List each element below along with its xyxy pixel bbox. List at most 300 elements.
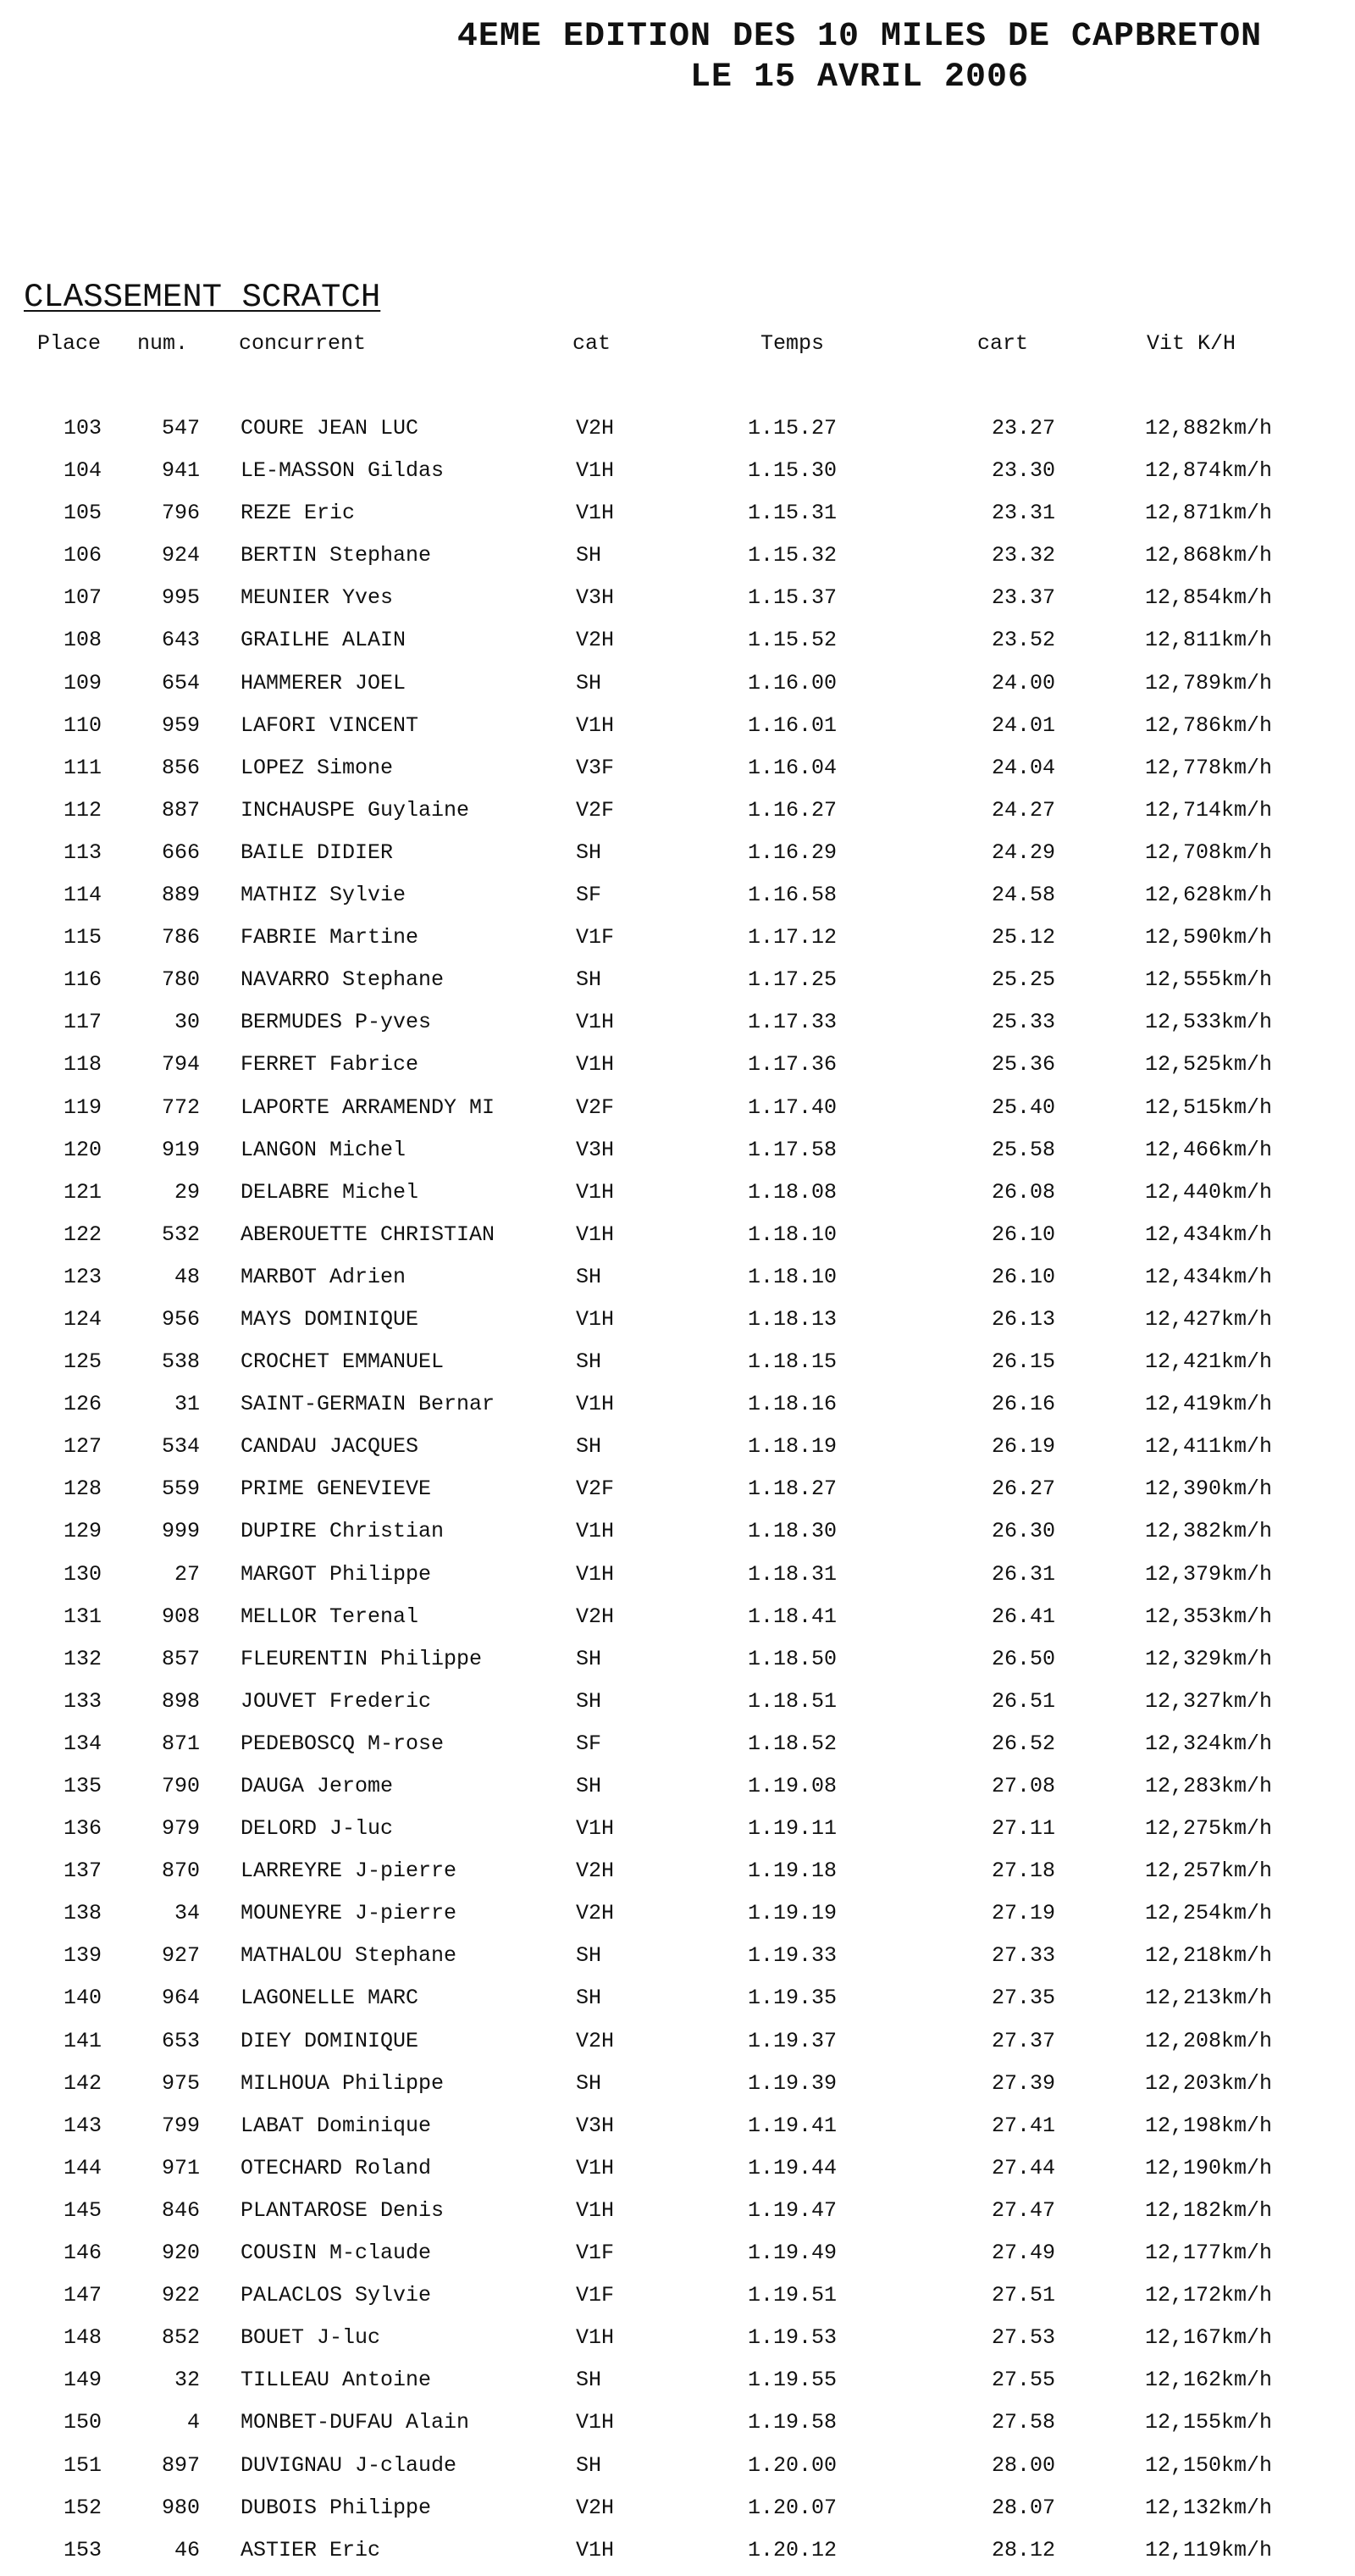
cell-concurrent: MEUNIER Yves xyxy=(241,585,394,611)
cell-num: 796 xyxy=(161,501,200,526)
table-row xyxy=(0,963,1355,1005)
table-row xyxy=(0,2109,1355,2152)
cell-num: 772 xyxy=(161,1094,200,1120)
cell-place: 108 xyxy=(63,628,102,653)
cell-vit: 12,203km/h xyxy=(1144,2070,1272,2096)
cell-cart: 26.08 xyxy=(991,1179,1055,1205)
cell-num: 922 xyxy=(161,2283,200,2308)
cell-vit: 12,789km/h xyxy=(1144,670,1272,695)
cell-temps: 1.16.29 xyxy=(747,839,837,865)
cell-place: 121 xyxy=(63,1179,102,1205)
cell-vit: 12,440km/h xyxy=(1144,1179,1272,1205)
cell-place: 134 xyxy=(63,1731,102,1756)
cell-num: 919 xyxy=(161,1137,200,1162)
cell-cat: V1H xyxy=(576,2197,615,2223)
cell-temps: 1.20.12 xyxy=(747,2537,837,2562)
cell-temps: 1.16.58 xyxy=(747,883,837,908)
cell-place: 105 xyxy=(63,501,102,526)
cell-temps: 1.19.08 xyxy=(747,1774,837,1798)
cell-concurrent: MATHALOU Stephane xyxy=(241,1943,457,1969)
cell-place: 142 xyxy=(63,2070,102,2096)
cell-cat: SH xyxy=(576,670,602,695)
cell-cart: 25.40 xyxy=(991,1094,1055,1120)
cell-concurrent: PRIME GENEVIEVE xyxy=(241,1476,432,1502)
cell-cat: V1H xyxy=(576,501,615,526)
cell-vit: 12,379km/h xyxy=(1144,1561,1272,1587)
cell-cat: SH xyxy=(576,1986,602,2011)
table-row xyxy=(0,1685,1355,1727)
table-row xyxy=(0,412,1355,454)
cell-vit: 12,411km/h xyxy=(1144,1434,1272,1460)
cell-cart: 25.33 xyxy=(991,1010,1055,1035)
cell-concurrent: MONBET-DUFAU Alain xyxy=(241,2410,470,2435)
cell-cart: 28.12 xyxy=(991,2537,1055,2562)
cell-temps: 1.18.50 xyxy=(747,1646,837,1671)
table-row xyxy=(0,1472,1355,1515)
cell-temps: 1.17.36 xyxy=(747,1052,837,1077)
cell-place: 110 xyxy=(63,712,102,738)
cell-vit: 12,714km/h xyxy=(1144,797,1272,823)
cell-place: 136 xyxy=(63,1816,102,1842)
cell-temps: 1.18.19 xyxy=(747,1434,837,1460)
table-row xyxy=(0,667,1355,709)
cell-vit: 12,421km/h xyxy=(1144,1349,1272,1375)
table-row xyxy=(0,794,1355,836)
cell-temps: 1.17.58 xyxy=(747,1137,837,1162)
cell-cart: 27.55 xyxy=(991,2368,1055,2393)
cell-concurrent: DELABRE Michel xyxy=(241,1179,419,1205)
cell-temps: 1.18.30 xyxy=(747,1519,837,1544)
cell-concurrent: GRAILHE ALAIN xyxy=(241,628,406,653)
cell-place: 139 xyxy=(63,1943,102,1969)
cell-num: 653 xyxy=(161,2028,200,2053)
cell-num: 971 xyxy=(161,2155,200,2180)
cell-temps: 1.19.53 xyxy=(747,2325,837,2351)
cell-num: 786 xyxy=(161,925,200,950)
cell-cart: 27.51 xyxy=(991,2283,1055,2308)
cell-vit: 12,871km/h xyxy=(1144,501,1272,526)
cell-temps: 1.15.37 xyxy=(747,585,837,611)
cell-num: 927 xyxy=(161,1943,200,1969)
cell-concurrent: LOPEZ Simone xyxy=(241,755,394,780)
cell-num: 920 xyxy=(161,2241,200,2266)
cell-concurrent: REZE Eric xyxy=(241,501,356,526)
cell-num: 34 xyxy=(174,1901,200,1926)
cell-cart: 24.27 xyxy=(991,797,1055,823)
cell-cat: SF xyxy=(576,883,602,908)
table-row xyxy=(0,1048,1355,1090)
cell-cart: 24.04 xyxy=(991,755,1055,780)
cell-cart: 27.37 xyxy=(991,2028,1055,2053)
cell-cart: 23.27 xyxy=(991,416,1055,440)
cell-cat: V1H xyxy=(576,1052,615,1077)
cell-vit: 12,434km/h xyxy=(1144,1264,1272,1289)
table-row xyxy=(0,2279,1355,2321)
cell-cart: 26.10 xyxy=(991,1222,1055,1247)
table-row xyxy=(0,1388,1355,1430)
cell-temps: 1.19.33 xyxy=(747,1943,837,1969)
cell-cat: SH xyxy=(576,1943,602,1969)
table-row xyxy=(0,836,1355,878)
cell-temps: 1.18.51 xyxy=(747,1688,837,1714)
table-row xyxy=(0,623,1355,666)
table-row xyxy=(0,1303,1355,1345)
table-row xyxy=(0,539,1355,581)
table-row xyxy=(0,2025,1355,2067)
cell-cat: V3H xyxy=(576,585,615,611)
cell-vit: 12,275km/h xyxy=(1144,1816,1272,1842)
cell-cat: V1H xyxy=(576,1561,615,1587)
cell-temps: 1.15.27 xyxy=(747,416,837,440)
cell-temps: 1.16.27 xyxy=(747,797,837,823)
cell-num: 643 xyxy=(161,628,200,653)
cell-num: 46 xyxy=(174,2537,200,2562)
cell-place: 153 xyxy=(63,2537,102,2562)
cell-num: 871 xyxy=(161,1731,200,1756)
cell-num: 29 xyxy=(174,1179,200,1205)
cell-vit: 12,162km/h xyxy=(1144,2368,1272,2393)
cell-vit: 12,382km/h xyxy=(1144,1519,1272,1544)
cell-concurrent: MARBOT Adrien xyxy=(241,1264,406,1289)
cell-place: 148 xyxy=(63,2325,102,2351)
cell-concurrent: INCHAUSPE Guylaine xyxy=(241,797,470,823)
cell-concurrent: ASTIER Eric xyxy=(241,2537,381,2562)
cell-place: 112 xyxy=(63,797,102,823)
cell-cat: V1H xyxy=(576,2537,615,2562)
cell-cat: V2F xyxy=(576,1094,615,1120)
cell-place: 115 xyxy=(63,925,102,950)
cell-cart: 26.27 xyxy=(991,1476,1055,1502)
cell-num: 852 xyxy=(161,2325,200,2351)
cell-num: 941 xyxy=(161,458,200,484)
cell-vit: 12,329km/h xyxy=(1144,1646,1272,1671)
cell-cart: 26.16 xyxy=(991,1392,1055,1417)
cell-vit: 12,811km/h xyxy=(1144,628,1272,653)
table-row xyxy=(0,1218,1355,1260)
table-row xyxy=(0,1770,1355,1812)
cell-num: 538 xyxy=(161,1349,200,1375)
cell-place: 118 xyxy=(63,1052,102,1077)
cell-concurrent: LAPORTE ARRAMENDY MI xyxy=(241,1094,495,1120)
cell-cat: SH xyxy=(576,2452,602,2478)
cell-concurrent: COUSIN M-claude xyxy=(241,2241,432,2266)
cell-cart: 27.33 xyxy=(991,1943,1055,1969)
cell-vit: 12,555km/h xyxy=(1144,967,1272,993)
cell-cart: 27.39 xyxy=(991,2070,1055,2096)
cell-place: 129 xyxy=(63,1519,102,1544)
cell-temps: 1.17.12 xyxy=(747,925,837,950)
table-row xyxy=(0,878,1355,921)
cell-vit: 12,390km/h xyxy=(1144,1476,1272,1502)
cell-num: 898 xyxy=(161,1688,200,1714)
cell-place: 103 xyxy=(63,416,102,440)
cell-vit: 12,427km/h xyxy=(1144,1306,1272,1332)
cell-vit: 12,854km/h xyxy=(1144,585,1272,611)
table-row xyxy=(0,1727,1355,1770)
cell-temps: 1.18.10 xyxy=(747,1222,837,1247)
table-row xyxy=(0,1091,1355,1133)
cell-place: 104 xyxy=(63,458,102,484)
cell-cart: 27.18 xyxy=(991,1859,1055,1884)
cell-cart: 28.00 xyxy=(991,2452,1055,2478)
cell-temps: 1.17.40 xyxy=(747,1094,837,1120)
cell-num: 559 xyxy=(161,1476,200,1502)
cell-cat: V3H xyxy=(576,1137,615,1162)
cell-vit: 12,466km/h xyxy=(1144,1137,1272,1162)
cell-place: 109 xyxy=(63,670,102,695)
cell-cat: V1F xyxy=(576,925,615,950)
header-cat: cat xyxy=(572,331,611,356)
cell-num: 48 xyxy=(174,1264,200,1289)
cell-cart: 27.49 xyxy=(991,2241,1055,2266)
cell-temps: 1.20.00 xyxy=(747,2452,837,2478)
cell-concurrent: BAILE DIDIER xyxy=(241,839,394,865)
cell-concurrent: ABEROUETTE CHRISTIAN xyxy=(241,1222,495,1247)
table-row xyxy=(0,1260,1355,1303)
cell-num: 964 xyxy=(161,1986,200,2011)
cell-temps: 1.18.13 xyxy=(747,1306,837,1332)
cell-place: 119 xyxy=(63,1094,102,1120)
cell-temps: 1.15.31 xyxy=(747,501,837,526)
table-row xyxy=(0,2194,1355,2236)
cell-cat: SH xyxy=(576,1688,602,1714)
cell-concurrent: MATHIZ Sylvie xyxy=(241,883,406,908)
cell-temps: 1.18.27 xyxy=(747,1476,837,1502)
cell-concurrent: FERRET Fabrice xyxy=(241,1052,419,1077)
cell-place: 117 xyxy=(63,1010,102,1035)
cell-cat: SH xyxy=(576,2070,602,2096)
cell-cart: 27.41 xyxy=(991,2113,1055,2138)
table-row xyxy=(0,2067,1355,2109)
cell-cat: SH xyxy=(576,839,602,865)
cell-cat: V3F xyxy=(576,755,615,780)
cell-vit: 12,254km/h xyxy=(1144,1901,1272,1926)
cell-cat: SH xyxy=(576,1349,602,1375)
cell-place: 107 xyxy=(63,585,102,611)
cell-cat: V1H xyxy=(576,1222,615,1247)
cell-num: 532 xyxy=(161,1222,200,1247)
cell-vit: 12,213km/h xyxy=(1144,1986,1272,2011)
table-row xyxy=(0,2449,1355,2491)
cell-place: 138 xyxy=(63,1901,102,1926)
cell-place: 149 xyxy=(63,2368,102,2393)
cell-num: 32 xyxy=(174,2368,200,2393)
cell-place: 114 xyxy=(63,883,102,908)
cell-concurrent: DAUGA Jerome xyxy=(241,1774,394,1798)
document-title: 4EME EDITION DES 10 MILES DE CAPBRETON xyxy=(456,18,1263,56)
cell-temps: 1.19.35 xyxy=(747,1986,837,2011)
cell-place: 111 xyxy=(63,755,102,780)
cell-place: 120 xyxy=(63,1137,102,1162)
header-concurrent: concurrent xyxy=(239,331,367,356)
cell-num: 908 xyxy=(161,1604,200,1629)
table-row xyxy=(0,2363,1355,2406)
cell-cart: 26.10 xyxy=(991,1264,1055,1289)
cell-vit: 12,590km/h xyxy=(1144,925,1272,950)
cell-concurrent: MOUNEYRE J-pierre xyxy=(241,1901,457,1926)
cell-num: 959 xyxy=(161,712,200,738)
cell-concurrent: MILHOUA Philippe xyxy=(241,2070,445,2096)
cell-concurrent: OTECHARD Roland xyxy=(241,2155,432,2180)
cell-cat: V1H xyxy=(576,1010,615,1035)
cell-num: 547 xyxy=(161,416,200,440)
header-place: Place xyxy=(37,331,102,356)
cell-cat: V1H xyxy=(576,2410,615,2435)
cell-num: 975 xyxy=(161,2070,200,2096)
cell-concurrent: LANGON Michel xyxy=(241,1137,406,1162)
cell-cart: 25.58 xyxy=(991,1137,1055,1162)
cell-place: 126 xyxy=(63,1392,102,1417)
cell-vit: 12,868km/h xyxy=(1144,543,1272,568)
cell-cart: 25.36 xyxy=(991,1052,1055,1077)
cell-cart: 26.15 xyxy=(991,1349,1055,1375)
cell-place: 130 xyxy=(63,1561,102,1587)
cell-place: 144 xyxy=(63,2155,102,2180)
cell-cart: 26.50 xyxy=(991,1646,1055,1671)
cell-concurrent: LE-MASSON Gildas xyxy=(241,458,445,484)
table-row xyxy=(0,1515,1355,1557)
cell-place: 128 xyxy=(63,1476,102,1502)
table-row xyxy=(0,1133,1355,1176)
cell-place: 135 xyxy=(63,1774,102,1798)
cell-temps: 1.18.41 xyxy=(747,1604,837,1629)
cell-cart: 23.30 xyxy=(991,458,1055,484)
cell-cart: 26.30 xyxy=(991,1519,1055,1544)
cell-place: 106 xyxy=(63,543,102,568)
table-row xyxy=(0,2534,1355,2576)
cell-vit: 12,874km/h xyxy=(1144,458,1272,484)
table-row xyxy=(0,1600,1355,1643)
cell-num: 887 xyxy=(161,797,200,823)
cell-place: 133 xyxy=(63,1688,102,1714)
cell-vit: 12,778km/h xyxy=(1144,755,1272,780)
cell-num: 870 xyxy=(161,1859,200,1884)
header-temps: Temps xyxy=(760,331,825,356)
table-row xyxy=(0,921,1355,963)
cell-concurrent: BERTIN Stephane xyxy=(241,543,432,568)
cell-vit: 12,353km/h xyxy=(1144,1604,1272,1629)
cell-cart: 25.12 xyxy=(991,925,1055,950)
cell-concurrent: MAYS DOMINIQUE xyxy=(241,1306,419,1332)
cell-place: 137 xyxy=(63,1859,102,1884)
cell-num: 27 xyxy=(174,1561,200,1587)
cell-place: 132 xyxy=(63,1646,102,1671)
table-row xyxy=(0,2406,1355,2448)
section-title: CLASSEMENT SCRATCH xyxy=(24,279,381,316)
cell-vit: 12,150km/h xyxy=(1144,2452,1272,2478)
cell-temps: 1.18.10 xyxy=(747,1264,837,1289)
cell-place: 113 xyxy=(63,839,102,865)
cell-temps: 1.19.55 xyxy=(747,2368,837,2393)
cell-vit: 12,182km/h xyxy=(1144,2197,1272,2223)
cell-num: 924 xyxy=(161,543,200,568)
cell-concurrent: DUBOIS Philippe xyxy=(241,2495,432,2520)
cell-vit: 12,283km/h xyxy=(1144,1774,1272,1798)
cell-concurrent: MELLOR Terenal xyxy=(241,1604,419,1629)
cell-vit: 12,190km/h xyxy=(1144,2155,1272,2180)
cell-concurrent: CANDAU JACQUES xyxy=(241,1434,419,1460)
cell-cat: V1H xyxy=(576,1179,615,1205)
cell-cat: V1H xyxy=(576,458,615,484)
cell-cat: V1H xyxy=(576,1519,615,1544)
header-num: num. xyxy=(137,331,189,356)
cell-cart: 26.51 xyxy=(991,1688,1055,1714)
cell-temps: 1.15.32 xyxy=(747,543,837,568)
cell-num: 995 xyxy=(161,585,200,611)
cell-vit: 12,515km/h xyxy=(1144,1094,1272,1120)
cell-cart: 24.01 xyxy=(991,712,1055,738)
cell-temps: 1.17.25 xyxy=(747,967,837,993)
cell-concurrent: PALACLOS Sylvie xyxy=(241,2283,432,2308)
table-row xyxy=(0,2491,1355,2534)
table-row xyxy=(0,1345,1355,1388)
cell-cart: 27.19 xyxy=(991,1901,1055,1926)
cell-num: 780 xyxy=(161,967,200,993)
cell-vit: 12,218km/h xyxy=(1144,1943,1272,1969)
cell-vit: 12,198km/h xyxy=(1144,2113,1272,2138)
cell-place: 131 xyxy=(63,1604,102,1629)
cell-place: 145 xyxy=(63,2197,102,2223)
cell-concurrent: LARREYRE J-pierre xyxy=(241,1859,457,1884)
cell-cat: SH xyxy=(576,2368,602,2393)
cell-cat: SH xyxy=(576,1434,602,1460)
cell-cat: SH xyxy=(576,967,602,993)
table-row xyxy=(0,454,1355,496)
cell-temps: 1.19.58 xyxy=(747,2410,837,2435)
cell-cat: V1H xyxy=(576,2155,615,2180)
cell-cart: 26.19 xyxy=(991,1434,1055,1460)
cell-num: 790 xyxy=(161,1774,200,1798)
cell-temps: 1.19.49 xyxy=(747,2241,837,2266)
cell-cart: 27.35 xyxy=(991,1986,1055,2011)
table-row xyxy=(0,1939,1355,1981)
cell-num: 846 xyxy=(161,2197,200,2223)
cell-place: 143 xyxy=(63,2113,102,2138)
cell-place: 122 xyxy=(63,1222,102,1247)
cell-place: 141 xyxy=(63,2028,102,2053)
cell-cat: SH xyxy=(576,1774,602,1798)
cell-place: 125 xyxy=(63,1349,102,1375)
cell-concurrent: HAMMERER JOEL xyxy=(241,670,406,695)
cell-cat: V1F xyxy=(576,2283,615,2308)
cell-cart: 24.58 xyxy=(991,883,1055,908)
cell-temps: 1.18.31 xyxy=(747,1561,837,1587)
cell-cat: V2H xyxy=(576,2495,615,2520)
cell-num: 856 xyxy=(161,755,200,780)
cell-vit: 12,324km/h xyxy=(1144,1731,1272,1756)
cell-num: 897 xyxy=(161,2452,200,2478)
table-row xyxy=(0,2321,1355,2363)
cell-concurrent: PEDEBOSCQ M-rose xyxy=(241,1731,445,1756)
cell-vit: 12,327km/h xyxy=(1144,1688,1272,1714)
cell-cart: 23.52 xyxy=(991,628,1055,653)
cell-place: 152 xyxy=(63,2495,102,2520)
table-row xyxy=(0,496,1355,539)
cell-cart: 27.44 xyxy=(991,2155,1055,2180)
cell-cat: SH xyxy=(576,1264,602,1289)
cell-place: 127 xyxy=(63,1434,102,1460)
cell-concurrent: LAGONELLE MARC xyxy=(241,1986,419,2011)
cell-cat: V2H xyxy=(576,1604,615,1629)
cell-cat: V2F xyxy=(576,797,615,823)
cell-cat: V1H xyxy=(576,2325,615,2351)
cell-cart: 27.53 xyxy=(991,2325,1055,2351)
cell-temps: 1.18.16 xyxy=(747,1392,837,1417)
cell-concurrent: BERMUDES P-yves xyxy=(241,1010,432,1035)
cell-vit: 12,208km/h xyxy=(1144,2028,1272,2053)
cell-temps: 1.19.41 xyxy=(747,2113,837,2138)
cell-cat: SH xyxy=(576,1646,602,1671)
